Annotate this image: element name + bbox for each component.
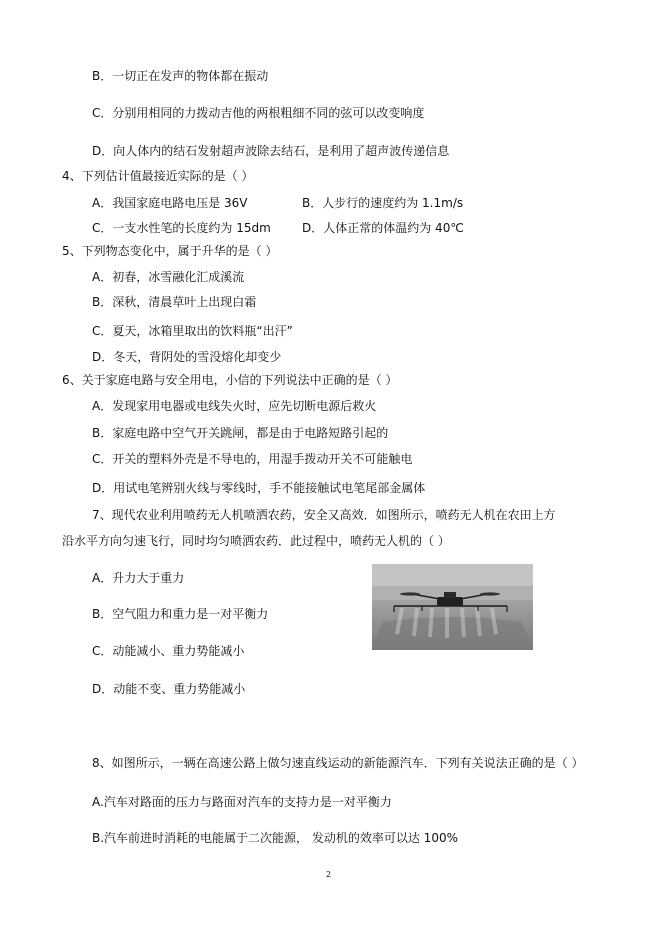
- drone-photo: [372, 564, 533, 650]
- q8-stem: 8、如图所示，一辆在高速公路上做匀速直线运动的新能源汽车．下列有关说法正确的是（ ）: [92, 756, 584, 770]
- q8-option-a: A.汽车对路面的压力与路面对汽车的支持力是一对平衡力: [92, 795, 392, 809]
- q5-stem: 5、下列物态变化中，属于升华的是（ ）: [62, 244, 278, 258]
- q6-option-c: C．开关的塑料外壳是不导电的，用湿手拨动开关不可能触电: [92, 452, 413, 466]
- q4-option-c: C．一支水性笔的长度约为 15dm: [92, 221, 271, 235]
- q6-stem: 6、关于家庭电路与安全用电，小信的下列说法中正确的是（ ）: [62, 373, 398, 387]
- q5-option-d: D．冬天，背阴处的雪没熔化却变少: [92, 350, 282, 364]
- q3-option-c: C．分别用相同的力拨动吉他的两根粗细不同的弦可以改变响度: [92, 106, 425, 120]
- q5-option-c: C．夏天，冰箱里取出的饮料瓶“出汗”: [92, 324, 293, 338]
- q6-option-a: A．发现家用电器或电线失火时，应先切断电源后救火: [92, 399, 377, 413]
- q7-stem-line2: 沿水平方向匀速飞行，同时均匀喷洒农药．此过程中，喷药无人机的（ ）: [62, 534, 450, 548]
- q4-stem: 4、下列估计值最接近实际的是（ ）: [62, 169, 254, 183]
- q6-option-b: B．家庭电路中空气开关跳闸，都是由于电路短路引起的: [92, 426, 389, 440]
- q4-option-d: D．人体正常的体温约为 40℃: [302, 221, 464, 235]
- q5-option-b: B．深秋，清晨草叶上出现白霜: [92, 295, 257, 309]
- q7-option-d: D．动能不变、重力势能减小: [92, 682, 246, 696]
- q4-option-b: B．人步行的速度约为 1.1m/s: [302, 196, 464, 210]
- q3-option-b: B．一切正在发声的物体都在振动: [92, 69, 269, 83]
- q7-option-a: A．升力大于重力: [92, 571, 185, 585]
- q3-option-d: D．向人体内的结石发射超声波除去结石，是利用了超声波传递信息: [92, 144, 450, 158]
- q4-option-a: A．我国家庭电路电压是 36V: [92, 196, 248, 210]
- q7-option-c: C．动能减小、重力势能减小: [92, 644, 245, 658]
- q8-option-b: B.汽车前进时消耗的电能属于二次能源， 发动机的效率可以达 100%: [92, 831, 458, 845]
- q7-option-b: B．空气阻力和重力是一对平衡力: [92, 607, 269, 621]
- drone-icon: [372, 564, 533, 650]
- q5-option-a: A．初春，冰雪融化汇成溪流: [92, 270, 245, 284]
- q6-option-d: D．用试电笔辨别火线与零线时，手不能接触试电笔尾部金属体: [92, 481, 426, 495]
- page-number: 2: [326, 870, 332, 879]
- q7-stem-line1: 7、现代农业利用喷药无人机喷洒农药，安全又高效．如图所示，喷药无人机在农田上方: [92, 508, 556, 522]
